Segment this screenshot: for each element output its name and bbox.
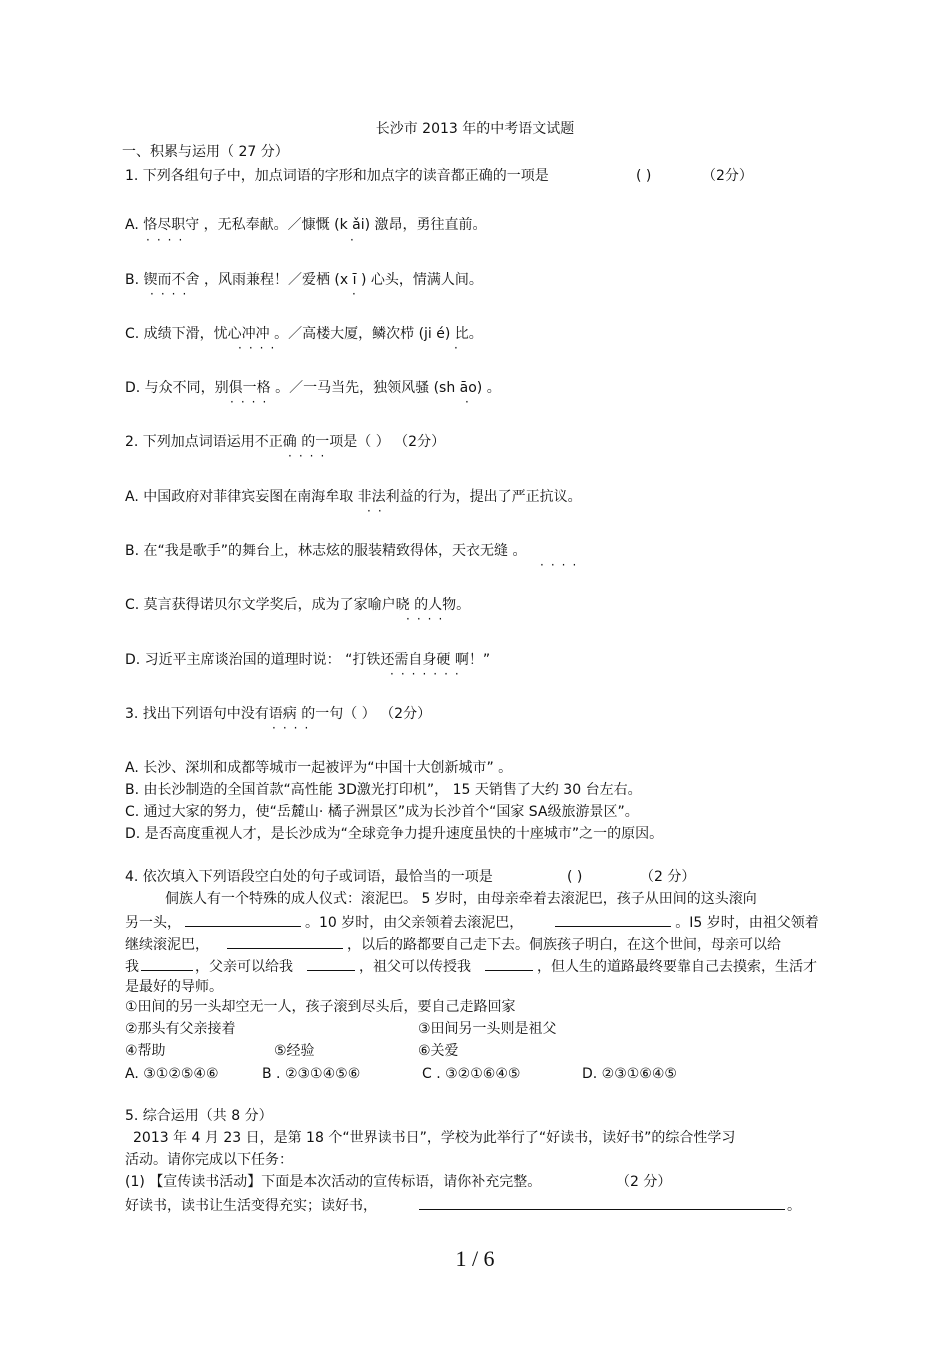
q2-option-c: C. 莫言获得诺贝尔文学奖后，成为了家喻户晓 的人物。 bbox=[125, 597, 471, 613]
emphasis-dots: ·· bbox=[367, 504, 389, 518]
emphasis-dots: · bbox=[465, 395, 476, 409]
q4-passage-line bbox=[125, 934, 781, 954]
q2-option-a: A. 中国政府对菲律宾妄图在南海牟取 非法利益的行为，提出了严正抗议。 bbox=[125, 489, 582, 505]
passage-text: ，以后的路都要自己走下去。侗族孩子明白，在这个世间，母亲可以给 bbox=[347, 937, 781, 953]
passage-text: ，祖父可以传授我 bbox=[359, 959, 471, 975]
q5-passage-line: 活动。请你完成以下任务： bbox=[125, 1152, 293, 1168]
q4-stem: 4. 依次填入下列语段空白处的句子或词语，最恰当的一项是 bbox=[125, 869, 493, 885]
slogan-text: 好读书，读书让生活变得充实；读好书， bbox=[125, 1198, 377, 1214]
q1-option-b: B. 锲而不舍 ，风雨兼程！／爱栖 (x ī ) 心头，情满人间。 bbox=[125, 272, 483, 288]
q1-option-a: A. 恪尽职守 ，无私奉献。／慷慨 (k ǎi) 激昂，勇往直前。 bbox=[125, 217, 487, 233]
answer-blank bbox=[555, 912, 671, 927]
q1-option-c: C. 成绩下滑，忧心冲冲 。／高楼大厦，鳞次栉 (ji é) 比。 bbox=[125, 326, 483, 342]
q4-choice-a: A. ③①②⑤④⑥ bbox=[125, 1066, 219, 1082]
q1-option-d: D. 与众不同，别俱一格 。／一马当先，独领风骚 (sh āo) 。 bbox=[125, 380, 501, 396]
answer-blank bbox=[419, 1195, 785, 1210]
page-number: 1 / 6 bbox=[455, 1246, 495, 1271]
emphasis-dots: ···· bbox=[150, 287, 194, 301]
q4-option-item: ②那头有父亲接着 bbox=[125, 1021, 236, 1037]
q3-stem: 3. 找出下列语句中没有语病 的一句（ ） （2分） bbox=[125, 706, 432, 722]
q3-option-d: D. 是否高度重视人才，是长沙成为“全球竞争力提升速度虽快的十座城市”之一的原因。 bbox=[125, 826, 664, 842]
q4-choice-b: B . ②③①④⑤⑥ bbox=[262, 1066, 361, 1082]
emphasis-dots: ···· bbox=[288, 449, 332, 463]
q1-score: （2分） bbox=[702, 168, 753, 184]
emphasis-dots: · bbox=[352, 287, 363, 301]
emphasis-dots: ···· bbox=[230, 395, 274, 409]
answer-blank bbox=[227, 934, 343, 949]
q4-choice-c: C . ③②①⑥④⑤ bbox=[422, 1066, 521, 1082]
answer-blank bbox=[185, 912, 301, 927]
passage-text: ，父亲可以给我 bbox=[195, 959, 293, 975]
q4-option-item: ④帮助 bbox=[125, 1043, 166, 1059]
emphasis-dots: · bbox=[454, 341, 465, 355]
q4-paren: ( ) bbox=[567, 869, 583, 885]
q4-passage-line: 是最好的导师。 bbox=[125, 979, 223, 995]
passage-text: 另一头， bbox=[125, 915, 181, 931]
emphasis-dots: ···· bbox=[406, 612, 450, 626]
slogan-end: 。 bbox=[787, 1198, 801, 1214]
answer-blank bbox=[141, 956, 193, 971]
passage-text: ，但人生的道路最终要靠自己去摸索，生活才 bbox=[537, 959, 817, 975]
passage-text: 继续滚泥巴， bbox=[125, 937, 209, 953]
q4-option-item: ①田间的另一头却空无一人，孩子滚到尽头后，要自己走路回家 bbox=[125, 999, 516, 1015]
q5-stem: 5. 综合运用（共 8 分） bbox=[125, 1108, 273, 1124]
document-title: 长沙市 2013 年的中考语文试题 bbox=[375, 121, 575, 137]
q4-score: （2 分） bbox=[640, 869, 696, 885]
q2-stem: 2. 下列加点词语运用不正确 的一项是（ ） （2分） bbox=[125, 434, 446, 450]
passage-text: 。10 岁时，由父亲领着去滚泥巴， bbox=[305, 915, 524, 931]
emphasis-dots: ······· bbox=[390, 667, 466, 681]
emphasis-dots: ···· bbox=[146, 233, 190, 247]
emphasis-dots: · bbox=[350, 233, 361, 247]
answer-blank bbox=[485, 956, 533, 971]
emphasis-dots: ···· bbox=[238, 341, 282, 355]
q4-passage-line bbox=[125, 956, 817, 976]
q4-passage-line bbox=[125, 912, 819, 932]
q2-option-b: B. 在“我是歌手”的舞台上，林志炫的服装精致得体，天衣无缝 。 bbox=[125, 543, 527, 559]
q3-option-a: A. 长沙、深圳和成都等城市一起被评为“中国十大创新城市” 。 bbox=[125, 760, 513, 776]
q3-option-c: C. 通过大家的努力，使“岳麓山· 橘子洲景区”成为长沙首个“国家 SA级旅游景区”。 bbox=[125, 804, 639, 820]
q5-sub-score: （2 分） bbox=[616, 1174, 672, 1190]
passage-text: 我 bbox=[125, 959, 139, 975]
q5-slogan-line bbox=[125, 1195, 801, 1215]
emphasis-dots: ···· bbox=[540, 558, 584, 572]
q4-choice-d: D. ②③①⑥④⑤ bbox=[582, 1066, 677, 1082]
section-heading: 一、积累与运用（ 27 分） bbox=[122, 144, 289, 160]
q4-option-item: ⑤经验 bbox=[274, 1043, 315, 1059]
q1-paren: ( ) bbox=[636, 168, 652, 184]
emphasis-dots: ···· bbox=[272, 721, 316, 735]
passage-text: 。I5 岁时，由祖父领着 bbox=[675, 915, 819, 931]
q4-passage-line: 侗族人有一个特殊的成人仪式：滚泥巴。 5 岁时，由母亲牵着去滚泥巴，孩子从田间的这头滚向 bbox=[165, 891, 757, 907]
q5-passage-line: 2013 年 4 月 23 日，是第 18 个“世界读书日”，学校为此举行了“好读书，读好书”的综合性学习 bbox=[133, 1130, 736, 1146]
q2-option-d: D. 习近平主席谈治国的道理时说： “打铁还需自身硬 啊！” bbox=[125, 652, 491, 668]
answer-blank bbox=[307, 956, 355, 971]
q5-subquestion: (1) 【宣传读书活动】下面是本次活动的宣传标语，请你补充完整。 bbox=[125, 1174, 542, 1190]
q3-option-b: B. 由长沙制造的全国首款“高性能 3D激光打印机”， 15 天销售了大约 30 台左右。 bbox=[125, 782, 642, 798]
q1-stem: 1. 下列各组句子中，加点词语的字形和加点字的读音都正确的一项是 bbox=[125, 168, 549, 184]
q4-option-item: ⑥关爱 bbox=[418, 1043, 459, 1059]
q4-option-item: ③田间另一头则是祖父 bbox=[418, 1021, 557, 1037]
